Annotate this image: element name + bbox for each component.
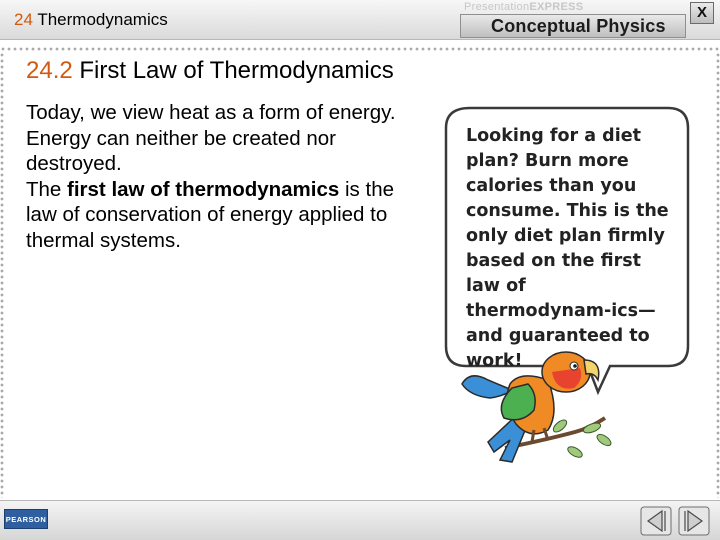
parrot-wing-back xyxy=(462,376,512,398)
pearson-logo: PEARSON xyxy=(4,509,48,529)
close-button[interactable]: X xyxy=(690,2,714,24)
leaf xyxy=(582,421,602,435)
body-paragraph: Energy can neither be created nor destroyed. xyxy=(26,126,336,176)
key-term: first law of thermodynamics xyxy=(67,177,340,201)
body-paragraph: Today, we view heat as a form of energy. xyxy=(26,101,396,124)
leaf xyxy=(566,445,584,460)
brand-name: Conceptual Physics xyxy=(491,16,666,36)
footer-bar xyxy=(0,500,720,540)
leaf xyxy=(551,418,568,434)
brand-presentation-express: PresentationEXPRESS xyxy=(464,1,584,13)
body-paragraph: The first law of thermodynamics is the law of conservation of energy applied to thermal systems. xyxy=(26,177,394,252)
chapter-name: Thermodynamics xyxy=(37,10,168,29)
section-number: 24.2 xyxy=(26,57,73,84)
leaf xyxy=(595,432,613,448)
previous-arrow-icon[interactable] xyxy=(640,506,672,536)
section-title: First Law of Thermodynamics xyxy=(79,57,394,84)
next-arrow-icon[interactable] xyxy=(678,506,710,536)
speech-bubble-text: Looking for a diet plan? Burn more calories than you consume. This is the only diet plan firmly based on the first law of thermodynam-ics—and guaranteed to work! xyxy=(466,126,669,371)
chapter-number: 24 xyxy=(14,10,33,29)
